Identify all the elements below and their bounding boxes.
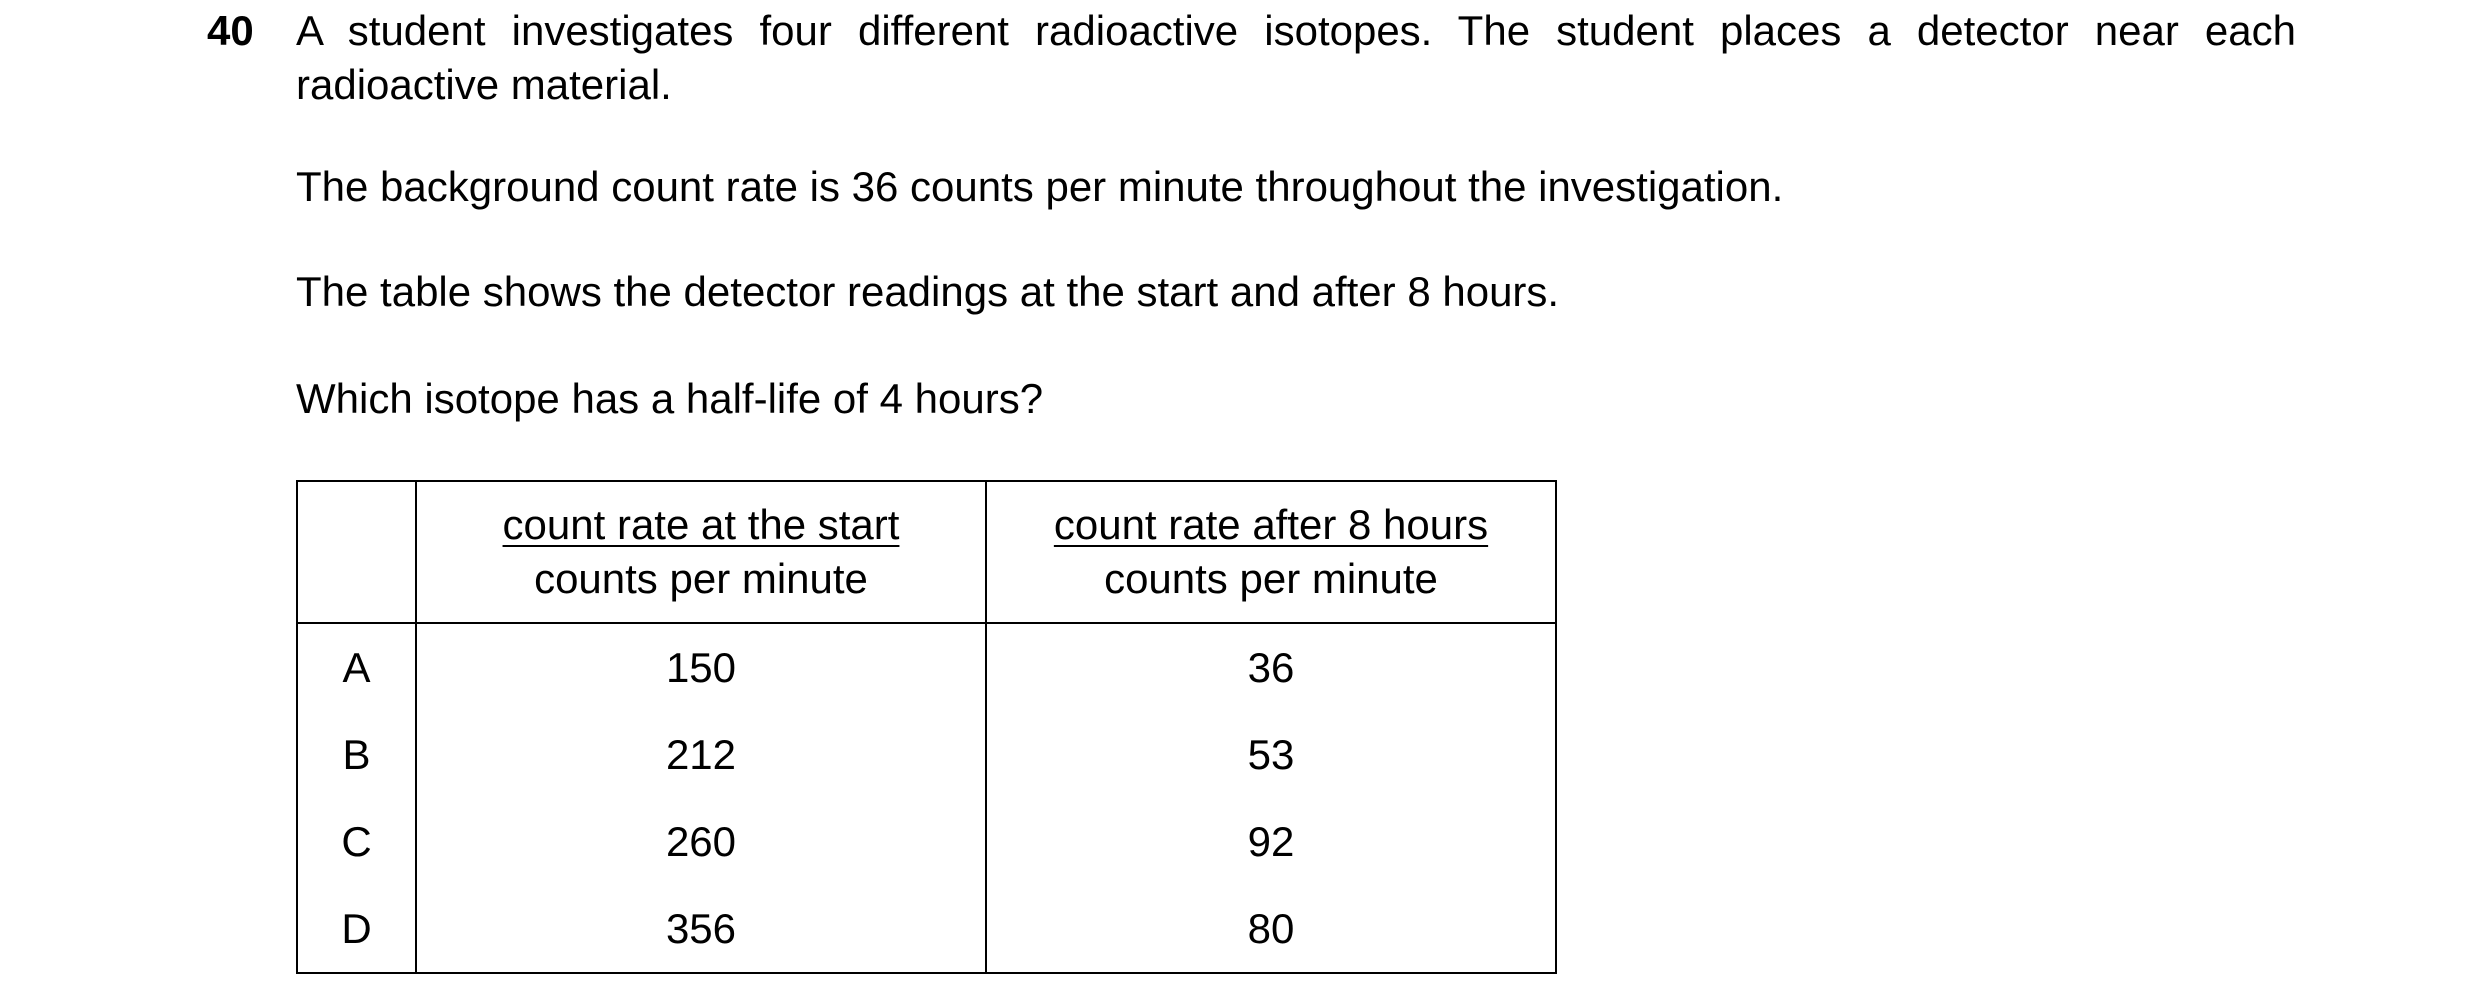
table-row xyxy=(297,885,1556,973)
option-key: A xyxy=(297,623,416,711)
table-row xyxy=(297,798,1556,885)
question-number: 40 xyxy=(207,7,254,54)
start-count-cell: 260 xyxy=(416,798,986,885)
header-after-count xyxy=(986,481,1556,623)
question-prompt: Which isotope has a half-life of 4 hours? xyxy=(296,375,1044,422)
question-intro: A student investigates four different radioactive isotopes. The student places a detector near each radioactive material. xyxy=(296,7,2296,108)
after-count-cell: 92 xyxy=(986,798,1556,885)
background-count-statement: The background count rate is 36 counts per minute throughout the investigation. xyxy=(296,163,1784,210)
after-count-cell: 53 xyxy=(986,711,1556,798)
readings-table xyxy=(296,480,1557,974)
option-key: D xyxy=(297,885,416,973)
table-description: The table shows the detector readings at the start and after 8 hours. xyxy=(296,268,1560,315)
option-key: B xyxy=(297,711,416,798)
header-start-count xyxy=(416,481,986,623)
header-start-unit: counts per minute xyxy=(534,555,868,602)
after-count-cell: 36 xyxy=(986,623,1556,711)
option-key: C xyxy=(297,798,416,885)
after-count-cell: 80 xyxy=(986,885,1556,973)
header-after-label: count rate after 8 hours xyxy=(1053,501,1489,548)
start-count-cell: 356 xyxy=(416,885,986,973)
table-header-row xyxy=(297,481,1556,623)
header-blank-cell xyxy=(297,481,416,623)
header-after-unit: counts per minute xyxy=(1104,555,1438,602)
start-count-cell: 150 xyxy=(416,623,986,711)
table-row xyxy=(297,623,1556,711)
start-count-cell: 212 xyxy=(416,711,986,798)
table-row xyxy=(297,711,1556,798)
header-start-label: count rate at the start xyxy=(502,501,900,548)
